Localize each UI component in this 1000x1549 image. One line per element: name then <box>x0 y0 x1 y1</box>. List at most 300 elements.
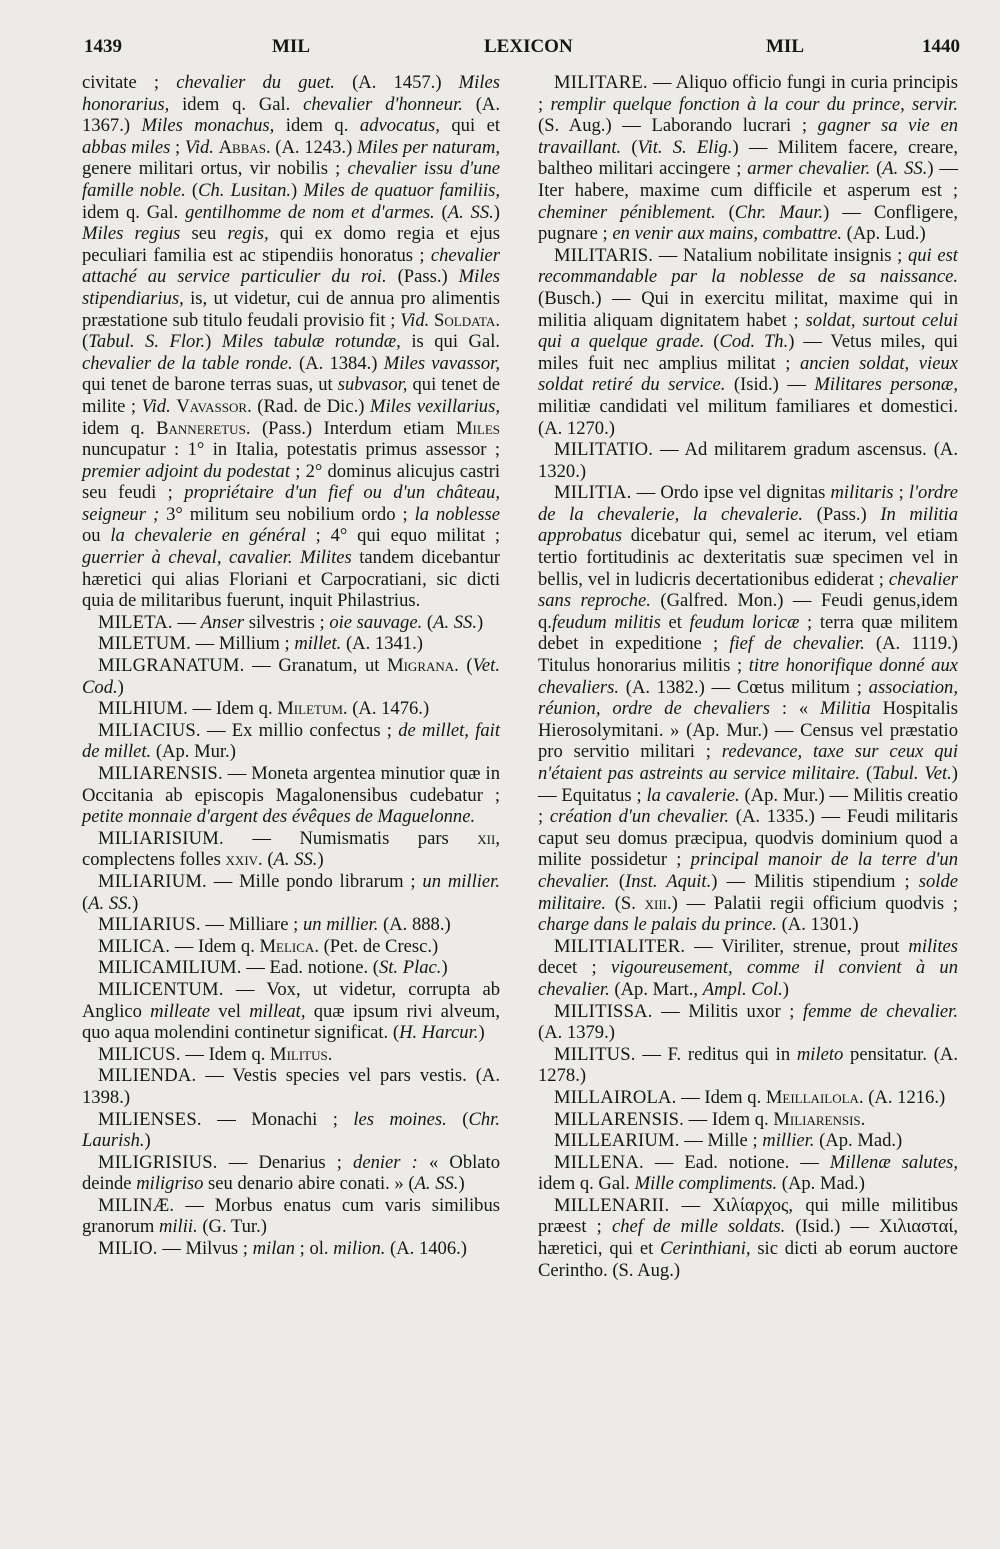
italic-text: petite monnaie d'argent des évêques de Maguelonne. <box>82 806 476 828</box>
entry-text: (Ap. Mad.) <box>814 1130 903 1152</box>
entry-text: . (A. 1216.) <box>858 1086 946 1108</box>
entry-text: — Granatum, ut <box>244 655 388 677</box>
entry-text: (S. Aug.) — Laborando lucrari ; <box>538 115 818 137</box>
entry-text: — Numismatis pars <box>223 827 478 849</box>
entry-text: militiæ candidati vel militum familiares et domestici. (A. 1270.) <box>538 395 958 439</box>
entry-text: (S. <box>606 892 645 914</box>
entry-text: ( <box>446 1108 469 1130</box>
entry-milio <box>82 1238 500 1260</box>
italic-text: In militia approbatus <box>538 503 958 547</box>
italic-text: fief de chevalier. <box>729 633 865 655</box>
italic-text: Miles tabulæ rotundæ, <box>221 331 401 353</box>
entry-text: ) <box>317 849 324 871</box>
guide-word-left: MIL <box>272 36 310 57</box>
entry-text: — Idem q. <box>676 1086 766 1108</box>
headword: MILLENA. <box>554 1151 644 1173</box>
italic-text: A. SS. <box>88 892 133 914</box>
entry-text: ( <box>715 201 735 223</box>
right-column <box>538 72 958 1281</box>
entry-text: , complectens folles <box>82 827 500 871</box>
italic-text: Miles de quatuor familiis, <box>303 179 501 201</box>
italic-text: milan <box>252 1238 295 1260</box>
entry-milhium <box>82 698 500 720</box>
entry-milica <box>82 936 500 958</box>
entry-milicus <box>82 1044 500 1066</box>
headword: MILITISSA. <box>554 1000 653 1022</box>
entry-text: . ( <box>82 309 500 353</box>
entry-militatio <box>538 439 958 482</box>
italic-text: les moines. <box>353 1108 447 1130</box>
entry-text: genere militari ortus, vir nobilis ; <box>82 158 348 180</box>
italic-text: Inst. Aquit. <box>625 870 712 892</box>
entry-text: — Militis uxor ; <box>652 1000 803 1022</box>
italic-text: chevalier d'honneur. <box>303 93 463 115</box>
entry-text: ; 2° dominus alicujus castri seu feudi ; <box>82 460 500 504</box>
entry-miliarium <box>82 871 500 914</box>
page-number-right: 1440 <box>922 36 960 57</box>
headword: MILIENDA. <box>98 1065 197 1087</box>
entry-text: — Idem q. <box>683 1108 774 1130</box>
entry-text: ( <box>704 331 720 353</box>
entry-milicentum <box>82 979 500 1044</box>
entry-text: idem q. <box>274 115 360 137</box>
entry-text: : « <box>770 698 821 720</box>
italic-text: gagner sa vie en travaillant. <box>538 115 958 158</box>
italic-text: l'ordre de la chevalerie, la chevalerie. <box>538 482 958 525</box>
italic-text: un millier. <box>422 870 500 892</box>
italic-text: en venir aux mains, combattre. <box>612 223 842 245</box>
italic-text: charge dans le palais du prince. <box>538 914 777 936</box>
italic-text: Tabul. Vet. <box>872 763 952 784</box>
italic-text: Cerinthiani, <box>660 1238 751 1260</box>
headword: MILLEARIUM. <box>554 1130 680 1152</box>
headword: MILIENSES. <box>98 1108 202 1130</box>
entry-millairola <box>538 1087 958 1109</box>
italic-text: milii. <box>158 1216 198 1238</box>
entry-text: (Ap. Mart., <box>609 978 703 1000</box>
headword: MILICAMILIUM. <box>98 957 242 979</box>
entry-text: (A. 1119.) Titulus honorarius militis ; <box>538 633 958 677</box>
italic-text: principal manoir de la terre d'un chevalier. <box>538 849 958 892</box>
entry-text: (Busch.) — Qui in exercitu militat, maxime qui in militia aliquam dignitatem habet ; <box>538 287 958 331</box>
entry-text: (Ap. Mur.) <box>151 741 236 763</box>
entry-text: ou <box>82 525 111 547</box>
entry-milgranatum <box>82 655 500 698</box>
entry-milites-cont <box>82 72 500 612</box>
headword: MILIARENSIS. <box>98 763 223 784</box>
entry-text: ( <box>434 201 448 223</box>
guide-word-right: MIL <box>766 36 804 57</box>
headword: MILLARENSIS. <box>554 1108 684 1130</box>
entry-text: ) <box>478 1022 485 1044</box>
entry-text: qui tenet de milite ; <box>82 374 501 417</box>
italic-text: propriétaire d'un fief ou d'un château, seigneur ; <box>82 482 500 525</box>
entry-text: — F. reditus qui in <box>635 1043 797 1065</box>
entry-text: — Morbus enatus cum varis similibus granorum <box>82 1194 500 1238</box>
entry-text: ; <box>893 482 909 504</box>
entry-text: ) <box>144 1130 151 1152</box>
headword: MILITIA. <box>554 482 632 504</box>
headword: MILGRANATUM. <box>98 655 245 677</box>
entry-text: — Idem q. <box>180 1043 271 1065</box>
italic-text: guerrier à cheval, cavalier. <box>82 547 293 569</box>
entry-text: ( <box>185 179 199 201</box>
italic-text: Mille compliments. <box>634 1173 778 1195</box>
italic-text: Miles vavassor, <box>383 352 500 374</box>
entry-text: (Ap. Mur.) — Militis creatio ; <box>538 784 958 828</box>
entry-millearium <box>538 1130 958 1152</box>
entry-text: (Pass.) <box>803 503 881 525</box>
italic-text: militaris <box>830 482 894 504</box>
italic-text: un millier. <box>302 914 379 936</box>
italic-text: Chr. Maur. <box>734 201 824 223</box>
entry-text: idem q. Gal. <box>82 201 186 223</box>
headword: MILITATIO. <box>554 439 654 461</box>
italic-text: Cod. Th. <box>719 331 789 353</box>
italic-text: Vid. <box>184 136 214 158</box>
entry-text: ; ol. <box>294 1238 334 1260</box>
left-column <box>82 72 500 1260</box>
entry-militialiter <box>538 936 958 1001</box>
entry-text: (Ap. Mad.) <box>777 1173 865 1195</box>
italic-text: titre honorifique donné aux chevaliers. <box>538 655 959 698</box>
small-caps-ref: Meillailola <box>765 1086 859 1108</box>
italic-text: Ch. Lusitan. <box>198 179 292 201</box>
entry-text: dicebatur qui, semel ac iterum, vel etiam tertio fortitudinis ac dexteritatis suæ specimen vel in bellis, vel in ludicris decertationibus ediderat ; <box>538 525 958 590</box>
entry-text: idem q. <box>82 417 157 439</box>
entry-text: . ( <box>258 849 274 871</box>
italic-text: création d'un chevalier. <box>549 806 730 828</box>
small-caps-ref: Migrana <box>387 655 455 677</box>
entry-text: (A. 1301.) <box>776 914 859 936</box>
entry-text: . <box>327 1043 333 1065</box>
entry-millarensis <box>538 1109 958 1131</box>
entry-text: ) <box>477 611 484 633</box>
entry-text: « Oblato deinde <box>82 1151 501 1195</box>
entry-text: — Ad militarem gradum ascensus. (A. 1320.) <box>538 439 958 482</box>
entry-text: quæ ipsum rivi alveum, quo aqua molendini continetur significat. ( <box>82 1000 500 1044</box>
headword: MILICUS. <box>98 1043 181 1065</box>
entry-militaris <box>538 245 958 439</box>
entry-text: — Ead. notione. ( <box>241 957 379 979</box>
entry-text: ) <box>291 179 304 201</box>
entry-text: — Aliquo officio fungi in curia principis ; <box>538 72 958 115</box>
entry-text: (Pass.) <box>386 266 459 288</box>
entry-millenarii <box>538 1195 958 1281</box>
entry-text: idem q. Gal. <box>169 93 304 115</box>
entry-miletum <box>82 633 500 655</box>
italic-text: Anser <box>200 611 245 633</box>
entry-text: civitate ; <box>82 72 177 93</box>
entry-miliarisium <box>82 828 500 871</box>
entry-text: — Monachi ; <box>201 1108 354 1130</box>
entry-text: . ( <box>454 655 473 677</box>
headword: MILITUS. <box>554 1043 636 1065</box>
entry-text: — Milvus ; <box>157 1238 253 1260</box>
headword: MILITARE. <box>554 72 648 93</box>
entry-text: . <box>860 1108 866 1130</box>
italic-text: de millet, fait de millet. <box>82 719 500 763</box>
entry-text: ) — Confligere, pugnare ; <box>538 201 959 245</box>
italic-text: milites <box>908 935 958 957</box>
italic-text: Miles regius <box>82 223 181 245</box>
entry-text: ) <box>782 978 789 1000</box>
entry-text: (Galfred. Mon.) — Feudi genus,idem q. <box>538 590 958 633</box>
entry-text: — Vox, ut videtur, corrupta ab Anglico <box>82 978 500 1022</box>
small-caps-ref: Miles <box>456 417 500 439</box>
italic-text: Vid. <box>400 309 430 331</box>
italic-text: Miles per naturam, <box>356 136 501 158</box>
entry-text: ; <box>170 136 185 158</box>
entry-text: silvestris ; <box>244 611 330 633</box>
italic-text: association, réunion, ordre de chevaliers <box>538 676 958 720</box>
italic-text: Vet. Cod. <box>82 655 500 698</box>
italic-text: Milites <box>300 547 352 569</box>
entry-text: (Isid.) — <box>725 374 815 396</box>
entry-text: (A. 1457.) <box>334 72 459 93</box>
entry-miliacius <box>82 720 500 763</box>
small-caps-ref: xii <box>477 827 496 849</box>
italic-text: miligriso <box>136 1173 204 1195</box>
small-caps-ref: xiii <box>644 892 667 914</box>
entry-text: ) <box>205 331 222 353</box>
entry-text: ( <box>609 870 626 892</box>
entry-text: ( <box>82 892 89 914</box>
entry-text: tandem dicebantur hæretici qui alias Floriani et Carpocratiani, sic dicti quia de militaribus fuerunt, inquit Philastrius. <box>82 547 500 612</box>
italic-text: milleat, <box>249 1000 306 1022</box>
entry-text: qui et <box>439 115 500 137</box>
entry-text: — Denarius ; <box>217 1151 354 1173</box>
entry-text: ) <box>493 201 500 223</box>
italic-text: mileto <box>796 1043 844 1065</box>
entry-text: — <box>172 611 201 633</box>
entry-text: pensitatur. (A. 1278.) <box>538 1043 958 1087</box>
italic-text: A. SS. <box>882 158 928 180</box>
headword: MILIARIUS. <box>98 914 201 936</box>
italic-text: solde militaire. <box>538 870 958 914</box>
entry-text: (A. 1335.) — Feudi militaris caput seu domus præcipua, quodvis dominium quod a milite possidetur ; <box>538 806 958 871</box>
entry-text: (A. 888.) <box>378 914 451 936</box>
italic-text: qui est recommandable par la noblesse de sa naissance. <box>538 244 958 288</box>
entry-text: — Millium ; <box>191 633 295 655</box>
entry-text: . (A. 1476.) <box>342 698 430 720</box>
entry-text: sic dicti ab eorum auctore Cerintho. (S. Aug.) <box>538 1238 958 1281</box>
entry-milicamilium <box>82 957 500 979</box>
headword: MILIACIUS. <box>98 719 201 741</box>
italic-text: milion. <box>333 1238 386 1260</box>
small-caps-ref: Miletum <box>277 698 343 720</box>
italic-text: femme de chevalier. <box>802 1000 958 1022</box>
italic-text: chevalier sans reproche. <box>538 568 958 612</box>
italic-text: la chevalerie en général <box>110 525 306 547</box>
italic-text: subvasor, <box>337 374 408 396</box>
small-caps-ref: Melica <box>259 935 315 957</box>
entry-text: seu <box>180 223 228 245</box>
italic-text: advocatus, <box>359 115 440 137</box>
italic-text: A. SS. <box>273 849 318 871</box>
italic-text: armer chevalier. <box>747 158 871 180</box>
entry-text: ) — Equitatus ; <box>538 763 958 806</box>
entry-milienda <box>82 1065 500 1108</box>
italic-text: millier. <box>762 1130 815 1152</box>
entry-text: (A. 1367.) <box>82 93 501 137</box>
entry-text: .) — Palatii regii officium quodvis ; <box>667 892 958 914</box>
headword: MILETA. <box>98 611 173 633</box>
italic-text: chevalier issu d'une famille noble. <box>82 158 500 201</box>
headword: MILICA. <box>98 935 171 957</box>
small-caps-ref: Militus <box>270 1043 328 1065</box>
running-title: LEXICON <box>484 36 573 57</box>
italic-text: redevance, taxe sur ceux qui n'étaient pas astreints au service militaire. <box>538 741 958 784</box>
entry-text: ) — Militem facere, creare, baltheo militari accingere ; <box>538 136 958 180</box>
entry-text: — Milliare ; <box>200 914 303 936</box>
italic-text: cheminer péniblement. <box>538 201 716 223</box>
italic-text: gentilhomme de nom et d'armes. <box>185 201 435 223</box>
headword: MILIGRISIUS. <box>98 1151 218 1173</box>
page-number-left: 1439 <box>84 36 122 57</box>
italic-text: denier : <box>353 1151 418 1173</box>
italic-text: Miles monachus, <box>141 115 275 137</box>
italic-text: Militia <box>820 698 871 720</box>
italic-text: milleate <box>150 1000 211 1022</box>
entry-text: ( <box>621 136 638 158</box>
italic-text: Militares personæ, <box>814 374 958 396</box>
italic-text: Vit. S. Elig. <box>637 136 733 158</box>
entry-militia <box>538 482 958 935</box>
entry-militissa <box>538 1001 958 1044</box>
italic-text: A. SS. <box>414 1173 459 1195</box>
italic-text: Millenæ salutes, <box>829 1151 958 1173</box>
entry-text: 3° militum seu nobilium ordo ; <box>159 503 415 525</box>
entry-text: (A. 1382.) — Cœtus militum ; <box>619 676 869 698</box>
italic-text: Vid. <box>141 395 171 417</box>
entry-miliarius <box>82 914 500 936</box>
entry-text: — Natalium nobilitate insignis ; <box>653 244 908 266</box>
entry-text: — Moneta argentea minutior quæ in Occitania ab episcopis Magalonensibus cudebatur ; <box>82 763 500 806</box>
entry-text: qui tenet de barone terras suas, ut <box>82 374 338 396</box>
entry-milinae <box>82 1195 500 1238</box>
italic-text: oie sauvage. <box>329 611 423 633</box>
headword: MILHIUM. <box>98 698 188 720</box>
headword: MILIO. <box>98 1238 158 1260</box>
headword: MILITIALITER. <box>554 935 686 957</box>
italic-text: remplir quelque fonction à la cour du prince, servir. <box>550 93 958 115</box>
entry-text: — Idem q. <box>187 698 278 720</box>
italic-text: chevalier du guet. <box>176 72 335 93</box>
headword: MILICENTUM. <box>98 978 224 1000</box>
italic-text: abbas miles <box>82 136 171 158</box>
entry-text: Hospitalis Hierosolymitani. » (Ap. Mur.) — Census vel præstatio pro servitio militari ; <box>538 698 958 763</box>
entry-text: ) <box>117 676 124 698</box>
entry-text: is qui Gal. <box>400 331 501 353</box>
small-caps-ref: Abbas <box>218 136 266 158</box>
entry-text: et <box>660 611 690 633</box>
entry-text <box>293 547 301 568</box>
entry-text: — Vestis species vel pars vestis. (A. 1398.) <box>82 1065 500 1108</box>
entry-text: (Isid.) — Χιλιασταί, hæretici, qui et <box>538 1216 958 1260</box>
entry-miligrisius <box>82 1152 500 1195</box>
headword: MILIARISIUM. <box>98 827 224 849</box>
entry-millena <box>538 1152 958 1195</box>
entry-text: — Idem q. <box>170 935 260 957</box>
entry-text: (A. 1379.) <box>538 1022 615 1044</box>
small-caps-ref: Miliarensis <box>773 1108 861 1130</box>
entry-miliarensis <box>82 763 500 828</box>
running-header <box>84 36 960 64</box>
entry-text: decet ; <box>538 957 611 979</box>
italic-text: Miles honorarius, <box>82 72 500 115</box>
headword: MILITARIS. <box>554 244 654 266</box>
headword: MILLAIROLA. <box>554 1086 677 1108</box>
entry-text: qui ex domo regia et ejus peculiari familia est ac stipendiis honoratus ; <box>82 223 500 266</box>
italic-text: vigoureusement, comme il convient à un chevalier. <box>538 957 958 1000</box>
entry-text: ) — Militis stipendium ; <box>711 870 919 892</box>
entry-text: seu denario abire conati. » ( <box>203 1173 415 1195</box>
entry-text: ; terra quæ militem debet in expeditione ; <box>538 611 958 655</box>
italic-text: A. SS. <box>447 201 494 223</box>
entry-text: ) <box>441 957 448 979</box>
italic-text: regis, <box>227 223 269 245</box>
italic-text: soldat, surtout celui qui a quelque grade. <box>538 309 959 353</box>
italic-text: la noblesse <box>414 503 500 525</box>
italic-text: H. Harcur. <box>399 1022 479 1044</box>
entry-text: — Ordo ipse vel dignitas <box>631 482 831 504</box>
entry-text: — Χιλίαρχος, qui mille militibus præest ; <box>538 1194 958 1238</box>
entry-text: . (Pass.) Interdum etiam <box>245 417 457 439</box>
entry-text: — Mille pondo librarum ; <box>206 870 423 892</box>
small-caps-ref: Vavassor <box>176 395 248 417</box>
entry-text: — Ex millio confectus ; <box>200 719 399 741</box>
entry-text: ) — Vetus miles, qui miles fuit nec amplius militat ; <box>538 331 959 374</box>
entry-text: ( <box>422 611 434 633</box>
italic-text: premier adjoint du podestat <box>82 460 291 482</box>
entry-text: (G. Tur.) <box>197 1216 267 1238</box>
entry-text: — Viriliter, strenue, prout <box>685 935 909 957</box>
italic-text: chevalier de la table ronde. <box>82 352 293 374</box>
entry-milienses <box>82 1109 500 1152</box>
entry-text: (Ap. Lud.) <box>841 223 926 245</box>
entry-text: ( <box>860 763 873 784</box>
entry-text: (A. 1384.) <box>292 352 384 374</box>
italic-text: ancien soldat, vieux soldat retiré du service. <box>538 352 958 396</box>
entry-text: ( <box>870 158 883 180</box>
entry-text: (A. 1406.) <box>385 1238 467 1260</box>
entry-text: nuncupatur : 1° in Italia, potestatis primus assessor ; <box>82 439 500 461</box>
headword: MILETUM. <box>98 633 192 655</box>
italic-text: Miles stipendiarius, <box>82 266 500 309</box>
entry-text: . (Rad. de Dic.) <box>247 395 370 417</box>
entry-text: ; 4° qui equo militat ; <box>305 525 500 547</box>
entry-text: — Ead. notione. — <box>643 1151 830 1173</box>
entry-militare <box>538 72 958 245</box>
italic-text: Miles vexillarius, <box>369 395 500 417</box>
entry-text: . (A. 1243.) <box>266 136 357 158</box>
entry-text: idem q. Gal. <box>538 1173 635 1195</box>
entry-text: ) — Iter habere, maxime cum difficile et asperum est ; <box>538 158 958 201</box>
italic-text: Ampl. Col. <box>702 978 783 1000</box>
italic-text: Chr. Laurish. <box>82 1108 500 1152</box>
italic-text: St. Plac. <box>378 957 442 979</box>
italic-text: Tabul. S. Flor. <box>88 331 206 353</box>
italic-text: chevalier attaché au service particulier du roi. <box>82 244 500 288</box>
entry-text: is, ut videtur, cui de annua pro alimentis præstatione sub titulo feudali provisio fit ; <box>82 287 500 331</box>
entry-text: (A. 1341.) <box>341 633 423 655</box>
italic-text: chef de mille soldats. <box>611 1216 786 1238</box>
headword: MILLENARII. <box>554 1194 670 1216</box>
italic-text: feudum loricæ <box>689 611 800 633</box>
entry-text: ) <box>132 892 139 914</box>
entry-militus <box>538 1044 958 1087</box>
